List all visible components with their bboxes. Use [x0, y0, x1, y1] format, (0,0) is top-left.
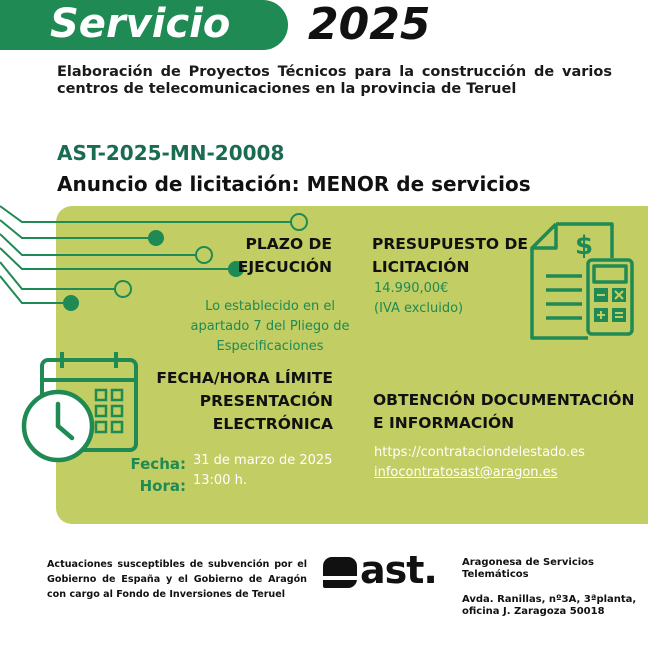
- obtencion-heading: OBTENCIÓN DOCUMENTACIÓN E INFORMACIÓN: [373, 391, 635, 432]
- header-tag: Servicio: [50, 1, 231, 47]
- presupuesto-value: [374, 279, 494, 319]
- presupuesto-heading: PRESUPUESTO DE LICITACIÓN: [372, 235, 528, 276]
- svg-text:$: $: [574, 231, 594, 261]
- announcement-title: Anuncio de licitación: MENOR de servicios: [57, 172, 531, 196]
- email-link[interactable]: infocontratosast@aragon.es: [374, 465, 558, 480]
- invoice-calculator-icon: [528, 220, 640, 342]
- fecha-label: Fecha:: [130, 455, 186, 473]
- hora-label: Hora:: [139, 477, 186, 495]
- tender-description: Elaboración de Proyectos Técnicos para la construcción de varios centros de telecomunicaciones en la provincia de Teruel: [57, 64, 612, 97]
- expediente-code: AST-2025-MN-20008: [57, 141, 285, 165]
- fecha-hora-heading: FECHA/HORA LÍMITE PRESENTACIÓN ELECTRÓNICA: [156, 369, 333, 433]
- org-address: Avda. Ranillas, nº3A, 3ªplanta, oficina J. Zaragoza 50018: [462, 594, 637, 617]
- header-year: 2025: [308, 0, 431, 50]
- subvencion-note: Actuaciones susceptibles de subvención por el Gobierno de España y el Gobierno de Aragón con cargo al Fondo de Inversiones de Teruel: [47, 559, 307, 600]
- ast-logo: ast.: [360, 548, 437, 592]
- ast-logo-mark-icon: [323, 557, 357, 588]
- plazo-heading: PLAZO DE EJECUCIÓN: [237, 235, 332, 276]
- fecha-value: 31 de marzo de 2025: [193, 453, 333, 468]
- presupuesto-amount: 14.990,00€: [374, 281, 449, 296]
- org-name: Aragonesa de Servicios Telemáticos: [462, 557, 594, 580]
- plazo-value: Lo establecido en el apartado 7 del Pliego de Especificaciones: [190, 299, 350, 354]
- presupuesto-note: (IVA excluido): [374, 301, 464, 316]
- calendar-clock-icon: [18, 350, 142, 466]
- hora-value: 13:00 h.: [193, 473, 247, 488]
- contratacion-link[interactable]: https://contrataciondelestado.es: [374, 445, 585, 460]
